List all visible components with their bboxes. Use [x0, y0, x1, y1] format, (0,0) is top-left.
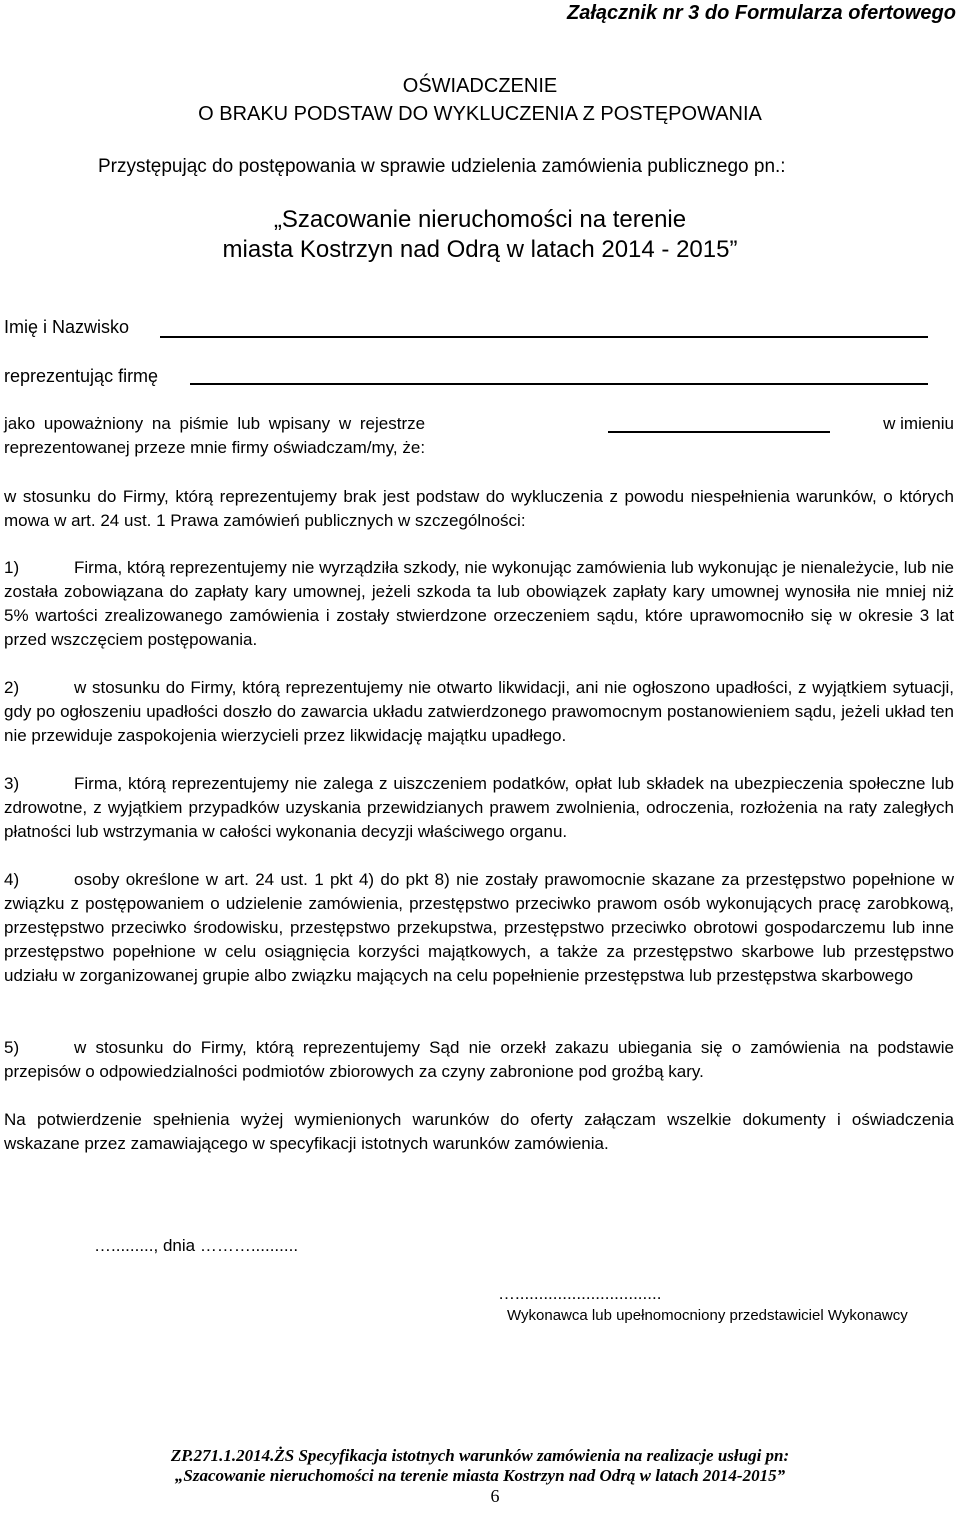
document-subtitle: O BRAKU PODSTAW DO WYKLUCZENIA Z POSTĘPOWANIA	[198, 103, 762, 125]
signature-line[interactable]: …...............................	[498, 1284, 662, 1303]
item-text: w stosunku do Firmy, którą reprezentujemy Sąd nie orzekł zakazu ubiegania się o zamówienia na podstawie przepisów o odpowiedzialności podmiotów zbiorowych za czyny zabronione pod groźbą kary.	[4, 1038, 954, 1081]
item-number: 1)	[4, 558, 20, 577]
tender-subject-line1: „Szacowanie nieruchomości na terenie	[273, 206, 687, 233]
document-title: OŚWIADCZENIE	[402, 75, 558, 97]
on-behalf-text: w imieniu	[883, 414, 954, 433]
signature-caption: Wykonawca lub upełnomocniony przedstawiciel Wykonawcy	[507, 1307, 908, 1324]
register-field-line[interactable]	[608, 431, 830, 433]
list-item	[4, 1036, 954, 1084]
list-item	[4, 556, 954, 652]
intro-text: Przystępując do postępowania w sprawie udzielenia zamówienia publicznego pn.:	[98, 156, 786, 177]
declaration-text: reprezentowanej przeze mnie firmy oświadczam/my, że:	[4, 438, 426, 457]
statement-intro: w stosunku do Firmy, którą reprezentujemy brak jest podstaw do wykluczenia z powodu niespełnienia warunków, o których mowa w art. 24 ust. 1 Prawa zamówień publicznych w szczególności:	[4, 487, 954, 530]
firm-field-line[interactable]	[190, 383, 928, 385]
closing-text: Na potwierdzenie spełnienia wyżej wymienionych warunków do oferty załączam wszelkie dokumenty i oświadczenia wskazane przez zamawiającego w specyfikacji istotnych warunków zamówienia.	[4, 1110, 954, 1153]
item-text: w stosunku do Firmy, którą reprezentujemy nie otwarto likwidacji, ani nie ogłoszono upadłości, z wyjątkiem sytuacji, gdy po ogłoszeniu upadłości doszło do zawarcia układu zatwierdzonego prawomocnym postanowieniem sądu, jeżeli układ ten nie przewiduje zaspokojenia wierzycieli przez likwidację majątku upadłego.	[4, 678, 954, 745]
authorized-label: jako upoważniony na piśmie lub wpisany w rejestrze	[4, 414, 426, 433]
item-number: 2)	[4, 678, 20, 697]
list-item	[4, 868, 954, 988]
item-number: 5)	[4, 1038, 20, 1057]
firm-label: reprezentując firmę	[4, 366, 159, 386]
tender-subject-line2: miasta Kostrzyn nad Odrą w latach 2014 - 2015”	[222, 236, 738, 263]
page-number: 6	[490, 1486, 500, 1506]
list-item	[4, 772, 954, 844]
name-field-line[interactable]	[160, 336, 928, 338]
list-item	[4, 676, 954, 748]
date-line[interactable]: …........., dnia ………..........	[94, 1236, 299, 1255]
item-text: Firma, którą reprezentujemy nie wyrządziła szkody, nie wykonując zamówienia lub wykonując je nienależycie, lub nie została zobowiązana do zapłaty kary umownej, jeżeli szkoda ta lub obowiązek zapłaty kary umownej wynosiła nie mniej niż 5% wartości zrealizowanego zamówienia i zostały stwierdzone orzeczeniem sądu, które uprawomocniło się w okresie 3 lat przed wszczęciem postępowania.	[4, 558, 954, 649]
item-text: osoby określone w art. 24 ust. 1 pkt 4) do pkt 8) nie zostały prawomocnie skazane za przestępstwo popełnione w związku z postępowaniem o udzielenie zamówienia, przestępstwo przeciwko prawom osób wykonujących pracę zarobkową, przestępstwo przeciwko środowisku, przestępstwo przekupstwa, przestępstwo przeciwko obrotowi gospodarczemu lub inne przestępstwo popełnione w celu osiągnięcia korzyści majątkowych, a także za przestępstwo skarbowe lub przestępstwo udziału w zorganizowanej grupie albo związku mających na celu popełnienie przestępstwa lub przestępstwa skarbowego	[4, 870, 954, 985]
item-number: 3)	[4, 774, 20, 793]
footer-title: „Szacowanie nieruchomości na terenie miasta Kostrzyn nad Odrą w latach 2014-2015”	[174, 1466, 786, 1485]
footer-reference: ZP.271.1.2014.ŻS Specyfikacja istotnych warunków zamówienia na realizacje usługi pn:	[170, 1446, 790, 1465]
item-text: Firma, którą reprezentujemy nie zalega z uiszczeniem podatków, opłat lub składek na ubezpieczenia społeczne lub zdrowotne, z wyjątkiem przypadków uzyskania przewidzianych prawem zwolnienia, odroczenia, rozłożenia na raty zaległych płatności lub wstrzymania w całości wykonania decyzji właściwego organu.	[4, 774, 954, 841]
annex-header: Załącznik nr 3 do Formularza ofertowego	[567, 2, 956, 24]
name-label: Imię i Nazwisko	[4, 317, 130, 337]
item-number: 4)	[4, 870, 20, 889]
